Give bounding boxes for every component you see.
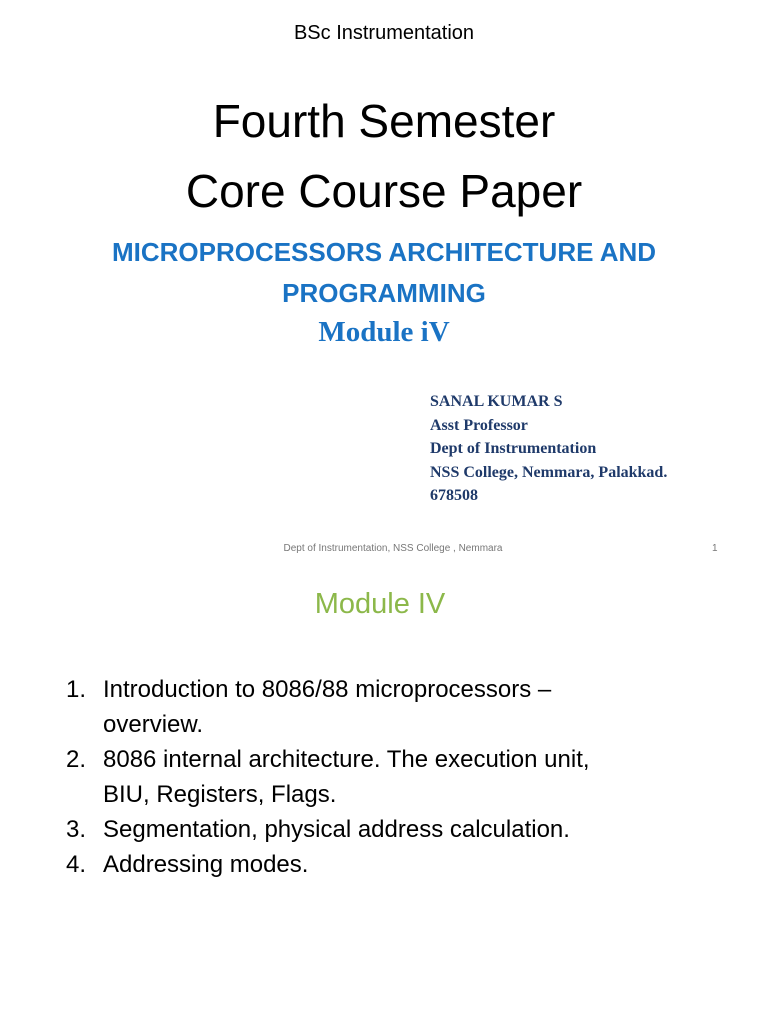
page-number: 1 bbox=[712, 543, 718, 554]
list-text-continued: overview. bbox=[103, 711, 204, 738]
slide-2 bbox=[0, 576, 768, 1024]
title-line-2: Core Course Paper bbox=[185, 165, 583, 217]
list-text: Introduction to 8086/88 microprocessors – bbox=[103, 676, 552, 703]
list-number: 1. bbox=[66, 676, 87, 703]
list-text: Addressing modes. bbox=[103, 851, 309, 878]
paper-subtitle bbox=[60, 232, 708, 314]
slide-footer: Dept of Instrumentation, NSS College , Nemmara bbox=[283, 543, 503, 554]
list-number: 2. bbox=[66, 746, 87, 773]
list-text: 8086 internal architecture. The execution unit, bbox=[103, 746, 590, 773]
author-pin: 678508 bbox=[430, 487, 478, 504]
author-name: SANAL KUMAR S bbox=[430, 393, 563, 410]
course-header: BSc Instrumentation bbox=[293, 22, 475, 44]
list-number: 4. bbox=[66, 851, 87, 878]
list-item bbox=[66, 812, 706, 847]
title-line-1: Fourth Semester bbox=[212, 95, 556, 147]
list-number: 3. bbox=[66, 816, 87, 843]
author-college: NSS College, Nemmara, Palakkad. bbox=[430, 463, 668, 481]
module-label: Module iV bbox=[318, 316, 450, 348]
list-text: Segmentation, physical address calculation. bbox=[103, 816, 570, 843]
author-department: Dept of Instrumentation bbox=[430, 440, 597, 457]
module-title: Module IV bbox=[314, 588, 446, 620]
topic-list bbox=[66, 672, 706, 882]
list-item bbox=[66, 742, 706, 812]
list-text-continued: BIU, Registers, Flags. bbox=[103, 781, 337, 808]
subtitle-line-1: MICROPROCESSORS ARCHITECTURE AND bbox=[111, 237, 657, 267]
author-block bbox=[430, 390, 667, 508]
author-designation: Asst Professor bbox=[430, 416, 528, 434]
subtitle-line-2: PROGRAMMING bbox=[282, 278, 486, 308]
list-item bbox=[66, 672, 706, 742]
list-item bbox=[66, 847, 706, 882]
